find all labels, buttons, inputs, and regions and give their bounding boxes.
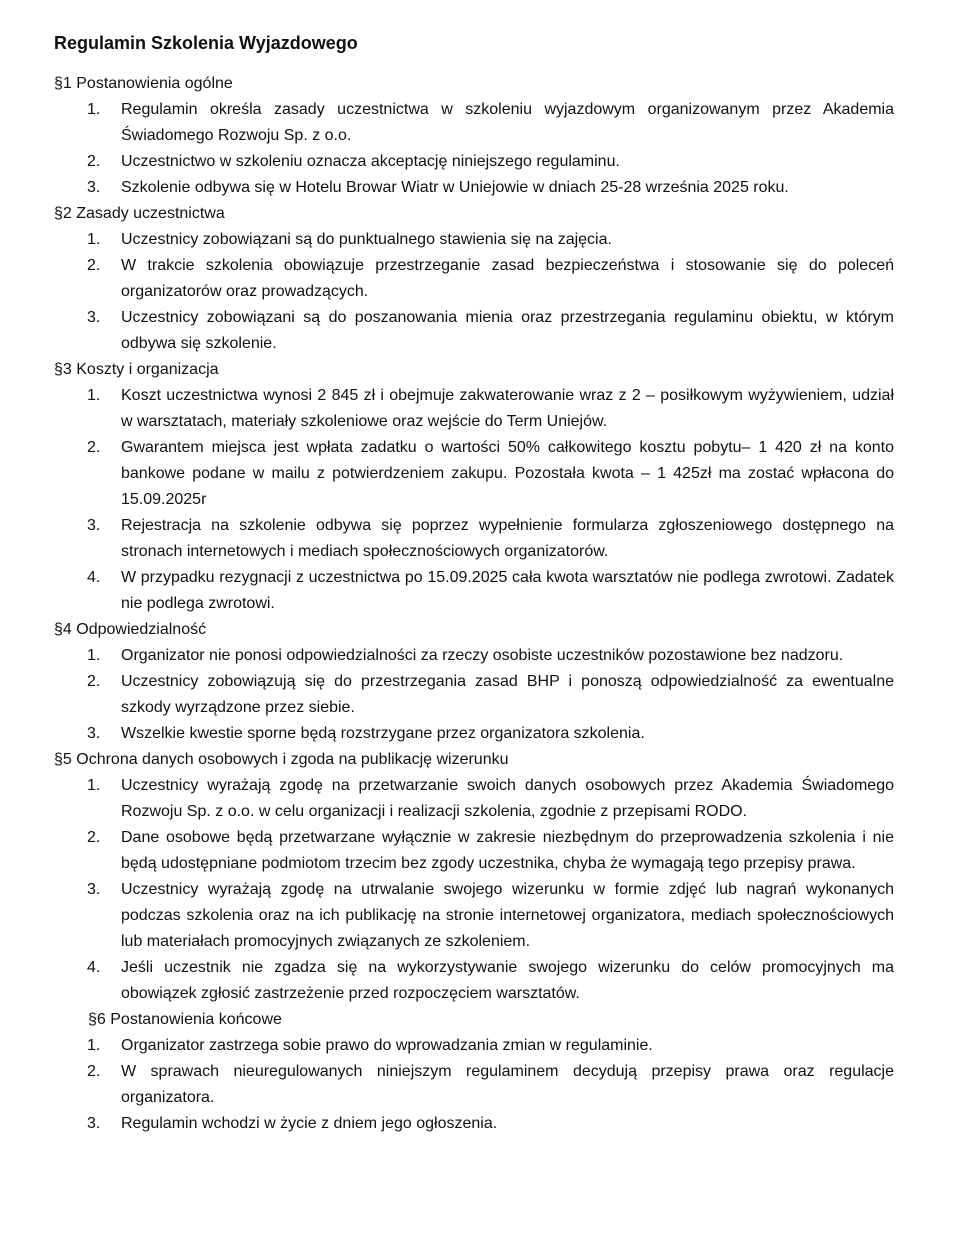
item-text: Uczestnicy zobowiązują się do przestrzegania zasad BHP i ponoszą odpowiedzialność za ewentualne szkody wyrządzone przez siebie. — [121, 673, 894, 716]
list-item — [54, 435, 894, 513]
section-list — [54, 773, 894, 1007]
item-text: Gwarantem miejsca jest wpłata zadatku o wartości 50% całkowitego kosztu pobytu– 1 420 zł na konto bankowe podane w mailu z potwierdzeniem zakupu. Pozostała kwota – 1 425zł ma zostać wpłacona do 15.09.2025r — [121, 439, 894, 508]
list-item — [54, 253, 894, 305]
item-number: 2. — [87, 829, 101, 846]
item-number: 1. — [87, 101, 101, 118]
item-text: Organizator nie ponosi odpowiedzialności za rzeczy osobiste uczestników pozostawione bez nadzoru. — [121, 647, 844, 664]
item-text: Uczestnicy zobowiązani są do poszanowania mienia oraz przestrzegania regulaminu obiektu, w którym odbywa się szkolenie. — [121, 309, 894, 352]
item-number: 3. — [87, 1115, 101, 1132]
item-number: 1. — [87, 1037, 101, 1054]
list-item — [54, 149, 894, 175]
section-heading: §5 Ochrona danych osobowych i zgoda na publikację wizerunku — [54, 751, 509, 768]
item-text: Dane osobowe będą przetwarzane wyłącznie w zakresie niezbędnym do przeprowadzenia szkolenia i nie będą udostępniane podmiotom trzecim bez zgody uczestnika, chyba że wymagają tego przepisy prawa. — [121, 829, 894, 872]
item-number: 4. — [87, 959, 101, 976]
section-participation-rules — [54, 201, 894, 357]
section-general-provisions — [54, 71, 894, 201]
item-text: W sprawach nieuregulowanych niniejszym regulaminem decydują przepisy prawa oraz regulacje organizatora. — [121, 1063, 894, 1106]
item-number: 3. — [87, 309, 101, 326]
list-item — [54, 721, 894, 747]
item-text: Rejestracja na szkolenie odbywa się poprzez wypełnienie formularza zgłoszeniowego dostępnego na stronach internetowych i mediach społecznościowych organizatorów. — [121, 517, 894, 560]
item-text: Jeśli uczestnik nie zgadza się na wykorzystywanie swojego wizerunku do celów promocyjnych ma obowiązek zgłosić zastrzeżenie przed rozpoczęciem warsztatów. — [121, 959, 894, 1002]
item-number: 3. — [87, 517, 101, 534]
item-text: Organizator zastrzega sobie prawo do wprowadzania zmian w regulaminie. — [121, 1037, 653, 1054]
section-heading: §6 Postanowienia końcowe — [88, 1011, 282, 1028]
list-item — [54, 1059, 894, 1111]
document-title: Regulamin Szkolenia Wyjazdowego — [54, 33, 358, 53]
section-list — [54, 1033, 894, 1137]
item-number: 2. — [87, 257, 101, 274]
list-item — [54, 1033, 894, 1059]
list-item — [54, 825, 894, 877]
list-item — [54, 97, 894, 149]
list-item — [54, 1111, 894, 1137]
section-final-provisions — [54, 1007, 894, 1137]
list-item — [54, 513, 894, 565]
item-text: Uczestnicy wyrażają zgodę na przetwarzanie swoich danych osobowych przez Akademia Świadomego Rozwoju Sp. z o.o. w celu organizacji i realizacji szkolenia, zgodnie z przepisami RODO. — [121, 777, 894, 820]
section-list — [54, 227, 894, 357]
section-list — [54, 643, 894, 747]
item-text: Wszelkie kwestie sporne będą rozstrzygane przez organizatora szkolenia. — [121, 725, 645, 742]
item-number: 3. — [87, 725, 101, 742]
list-item — [54, 773, 894, 825]
list-item — [54, 955, 894, 1007]
list-item — [54, 383, 894, 435]
section-costs-organization — [54, 357, 894, 617]
item-number: 1. — [87, 387, 101, 404]
section-list — [54, 383, 894, 617]
list-item — [54, 669, 894, 721]
item-number: 2. — [87, 673, 101, 690]
list-item — [54, 877, 894, 955]
section-list — [54, 97, 894, 201]
item-number: 1. — [87, 231, 101, 248]
item-text: Uczestnicy zobowiązani są do punktualnego stawienia się na zajęcia. — [121, 231, 612, 248]
item-number: 2. — [87, 439, 101, 456]
item-text: Szkolenie odbywa się w Hotelu Browar Wiatr w Uniejowie w dniach 25-28 września 2025 roku. — [121, 179, 789, 196]
item-number: 1. — [87, 647, 101, 664]
item-number: 3. — [87, 881, 101, 898]
item-text: W trakcie szkolenia obowiązuje przestrzeganie zasad bezpieczeństwa i stosowanie się do poleceń organizatorów oraz prowadzących. — [121, 257, 894, 300]
item-text: Regulamin określa zasady uczestnictwa w szkoleniu wyjazdowym organizowanym przez Akademia Świadomego Rozwoju Sp. z o.o. — [121, 101, 894, 144]
section-heading: §4 Odpowiedzialność — [54, 621, 207, 638]
section-heading: §1 Postanowienia ogólne — [54, 75, 233, 92]
section-heading: §2 Zasady uczestnictwa — [54, 205, 225, 222]
item-number: 1. — [87, 777, 101, 794]
list-item — [54, 643, 894, 669]
section-liability — [54, 617, 894, 747]
item-number: 2. — [87, 153, 101, 170]
item-text: Koszt uczestnictwa wynosi 2 845 zł i obejmuje zakwaterowanie wraz z 2 – posiłkowym wyżywieniem, udział w warsztatach, materiały szkoleniowe oraz wejście do Term Uniejów. — [121, 387, 894, 430]
item-text: Uczestnictwo w szkoleniu oznacza akceptację niniejszego regulaminu. — [121, 153, 620, 170]
list-item — [54, 565, 894, 617]
item-text: Uczestnicy wyrażają zgodę na utrwalanie swojego wizerunku w formie zdjęć lub nagrań wykonanych podczas szkolenia oraz na ich publikację na stronie internetowej organizatora, mediach społecznościowych lub materiałach promocyjnych związanych ze szkoleniem. — [121, 881, 894, 950]
item-number: 4. — [87, 569, 101, 586]
item-number: 3. — [87, 179, 101, 196]
list-item — [54, 305, 894, 357]
list-item — [54, 175, 894, 201]
item-number: 2. — [87, 1063, 101, 1080]
item-text: W przypadku rezygnacji z uczestnictwa po 15.09.2025 cała kwota warsztatów nie podlega zwrotowi. Zadatek nie podlega zwrotowi. — [121, 569, 894, 612]
list-item — [54, 227, 894, 253]
section-heading: §3 Koszty i organizacja — [54, 361, 219, 378]
item-text: Regulamin wchodzi w życie z dniem jego ogłoszenia. — [121, 1115, 498, 1132]
section-data-protection — [54, 747, 894, 1007]
